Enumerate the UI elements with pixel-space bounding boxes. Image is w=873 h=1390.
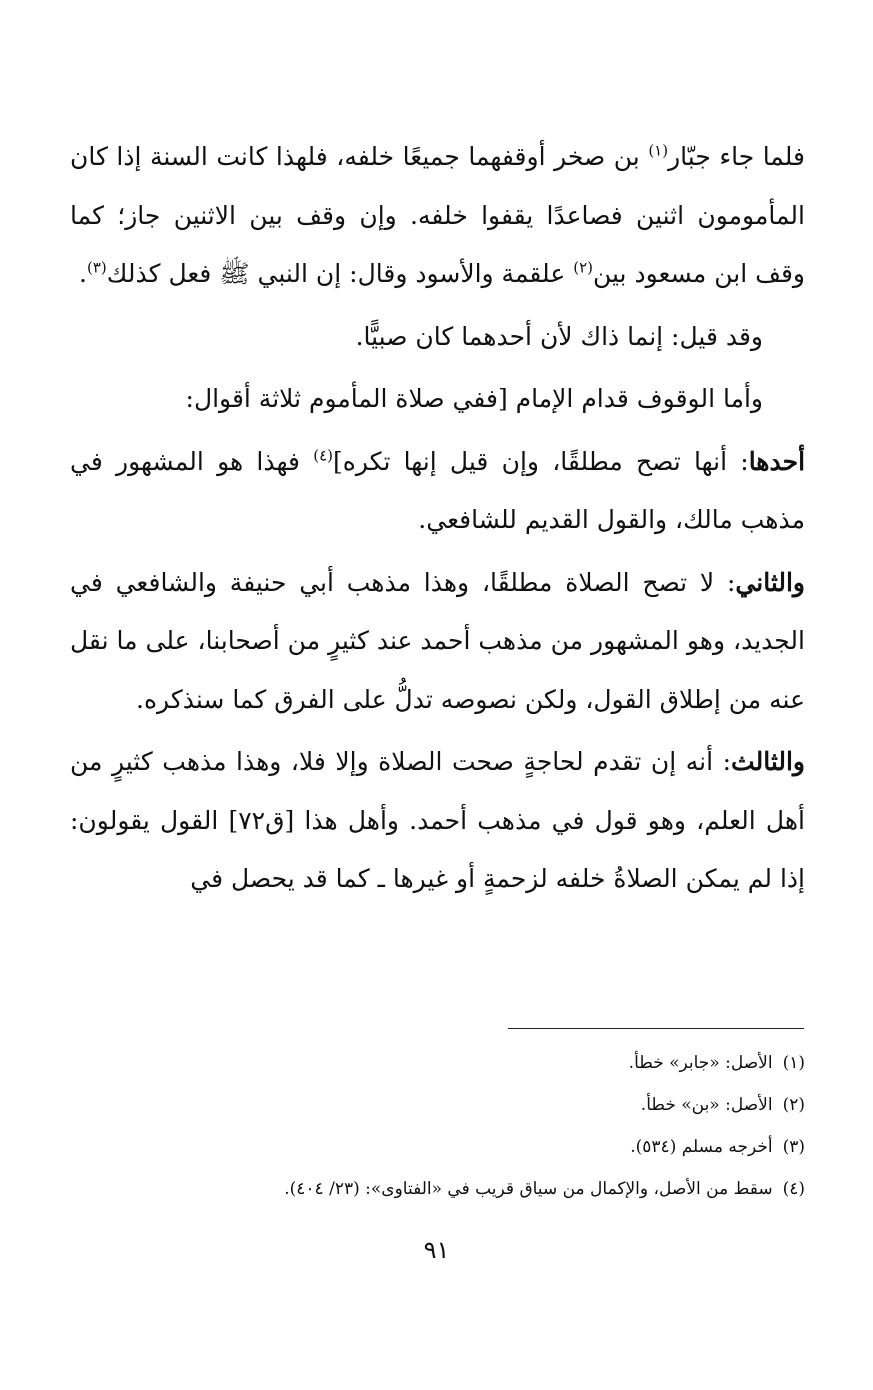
footnote-text: سقط من الأصل، والإكمال من سياق قريب في «الفتاوى»: (٢٣/ ٤٠٤). bbox=[284, 1179, 773, 1199]
paragraph-1-text-d: . bbox=[79, 259, 87, 288]
footnote-number: (٢) bbox=[782, 1095, 805, 1115]
paragraph-5 bbox=[70, 554, 805, 730]
footnote-3 bbox=[60, 1126, 805, 1168]
paragraph-5-label: والثاني bbox=[735, 567, 805, 597]
paragraph-1-text-c: علقمة والأسود وقال: إن النبي ﷺ فعل كذلك bbox=[106, 259, 574, 288]
footnote-text: أخرجه مسلم (٥٣٤). bbox=[630, 1137, 773, 1157]
paragraph-4-text-a: : أنها تصح مطلقًا، وإن قيل إنها تكره] bbox=[333, 446, 749, 476]
footnote-divider bbox=[508, 1028, 804, 1029]
footnotes-list bbox=[60, 1042, 805, 1210]
footnote-1 bbox=[60, 1042, 805, 1084]
paragraph-2: وقد قيل: إنما ذاك لأن أحدهما كان صبيًّا. bbox=[355, 321, 763, 351]
footnote-ref-4: (٤) bbox=[313, 446, 333, 465]
footnote-4 bbox=[60, 1168, 805, 1210]
paragraph-6-text: : أنه إن تقدم لحاجةٍ صحت الصلاة وإلا فلا، وهذا مذهب كثيرٍ من أهل العلم، وهو قول في مذهب أحمد. وأهل هذا [ق٧٢] القول يقولون: إذا لم يمكن الصلاةُ خلفه لزحمةٍ أو غيرها ـ كما قد يحصل في bbox=[70, 747, 805, 893]
footnote-text: الأصل: «جابر» خطأ. bbox=[628, 1053, 773, 1073]
paragraph-6-label: والثالث bbox=[731, 747, 805, 776]
paragraph-1-text-a: فلما جاء جبّار bbox=[668, 142, 805, 171]
paragraph-4-label: أحدها bbox=[748, 446, 806, 476]
paragraph-1-text-b: بن صخر أوقفهما جميعًا خلفه، فلهذا كانت السنة إذا كان المأمومون اثنين فصاعدًا يقفوا خلفه. وإن وقف بين الاثنين جاز؛ كما وقف ابن مسعود بين bbox=[70, 142, 805, 288]
footnote-number: (٣) bbox=[782, 1137, 805, 1157]
page-number: ٩١ bbox=[423, 1236, 450, 1264]
paragraph-4 bbox=[70, 433, 805, 550]
footnote-number: (١) bbox=[782, 1053, 805, 1073]
paragraph-4-text-b: فهذا هو المشهور في مذهب مالك، والقول القديم للشافعي. bbox=[70, 446, 805, 534]
paragraph-3: وأما الوقوف قدام الإمام [ففي صلاة المأموم ثلاثة أقوال: bbox=[185, 384, 763, 413]
footnote-ref-1: (١) bbox=[648, 141, 669, 160]
paragraph-1 bbox=[70, 128, 805, 304]
main-text bbox=[70, 128, 805, 913]
footnote-text: الأصل: «بن» خطأ. bbox=[640, 1095, 773, 1115]
footnote-ref-2: (٢) bbox=[573, 258, 593, 277]
footnote-2 bbox=[60, 1084, 805, 1126]
footnote-ref-3: (٣) bbox=[87, 258, 107, 277]
paragraph-5-text: : لا تصح الصلاة مطلقًا، وهذا مذهب أبي حنيفة والشافعي في الجديد، وهو المشهور من مذهب أحمد عند كثيرٍ من أصحابنا، على ما نقل عنه من إطلاق القول، ولكن نصوصه تدلُّ على الفرق كما سنذكره. bbox=[70, 567, 805, 714]
footnote-number: (٤) bbox=[782, 1179, 805, 1199]
paragraph-6 bbox=[70, 733, 805, 909]
